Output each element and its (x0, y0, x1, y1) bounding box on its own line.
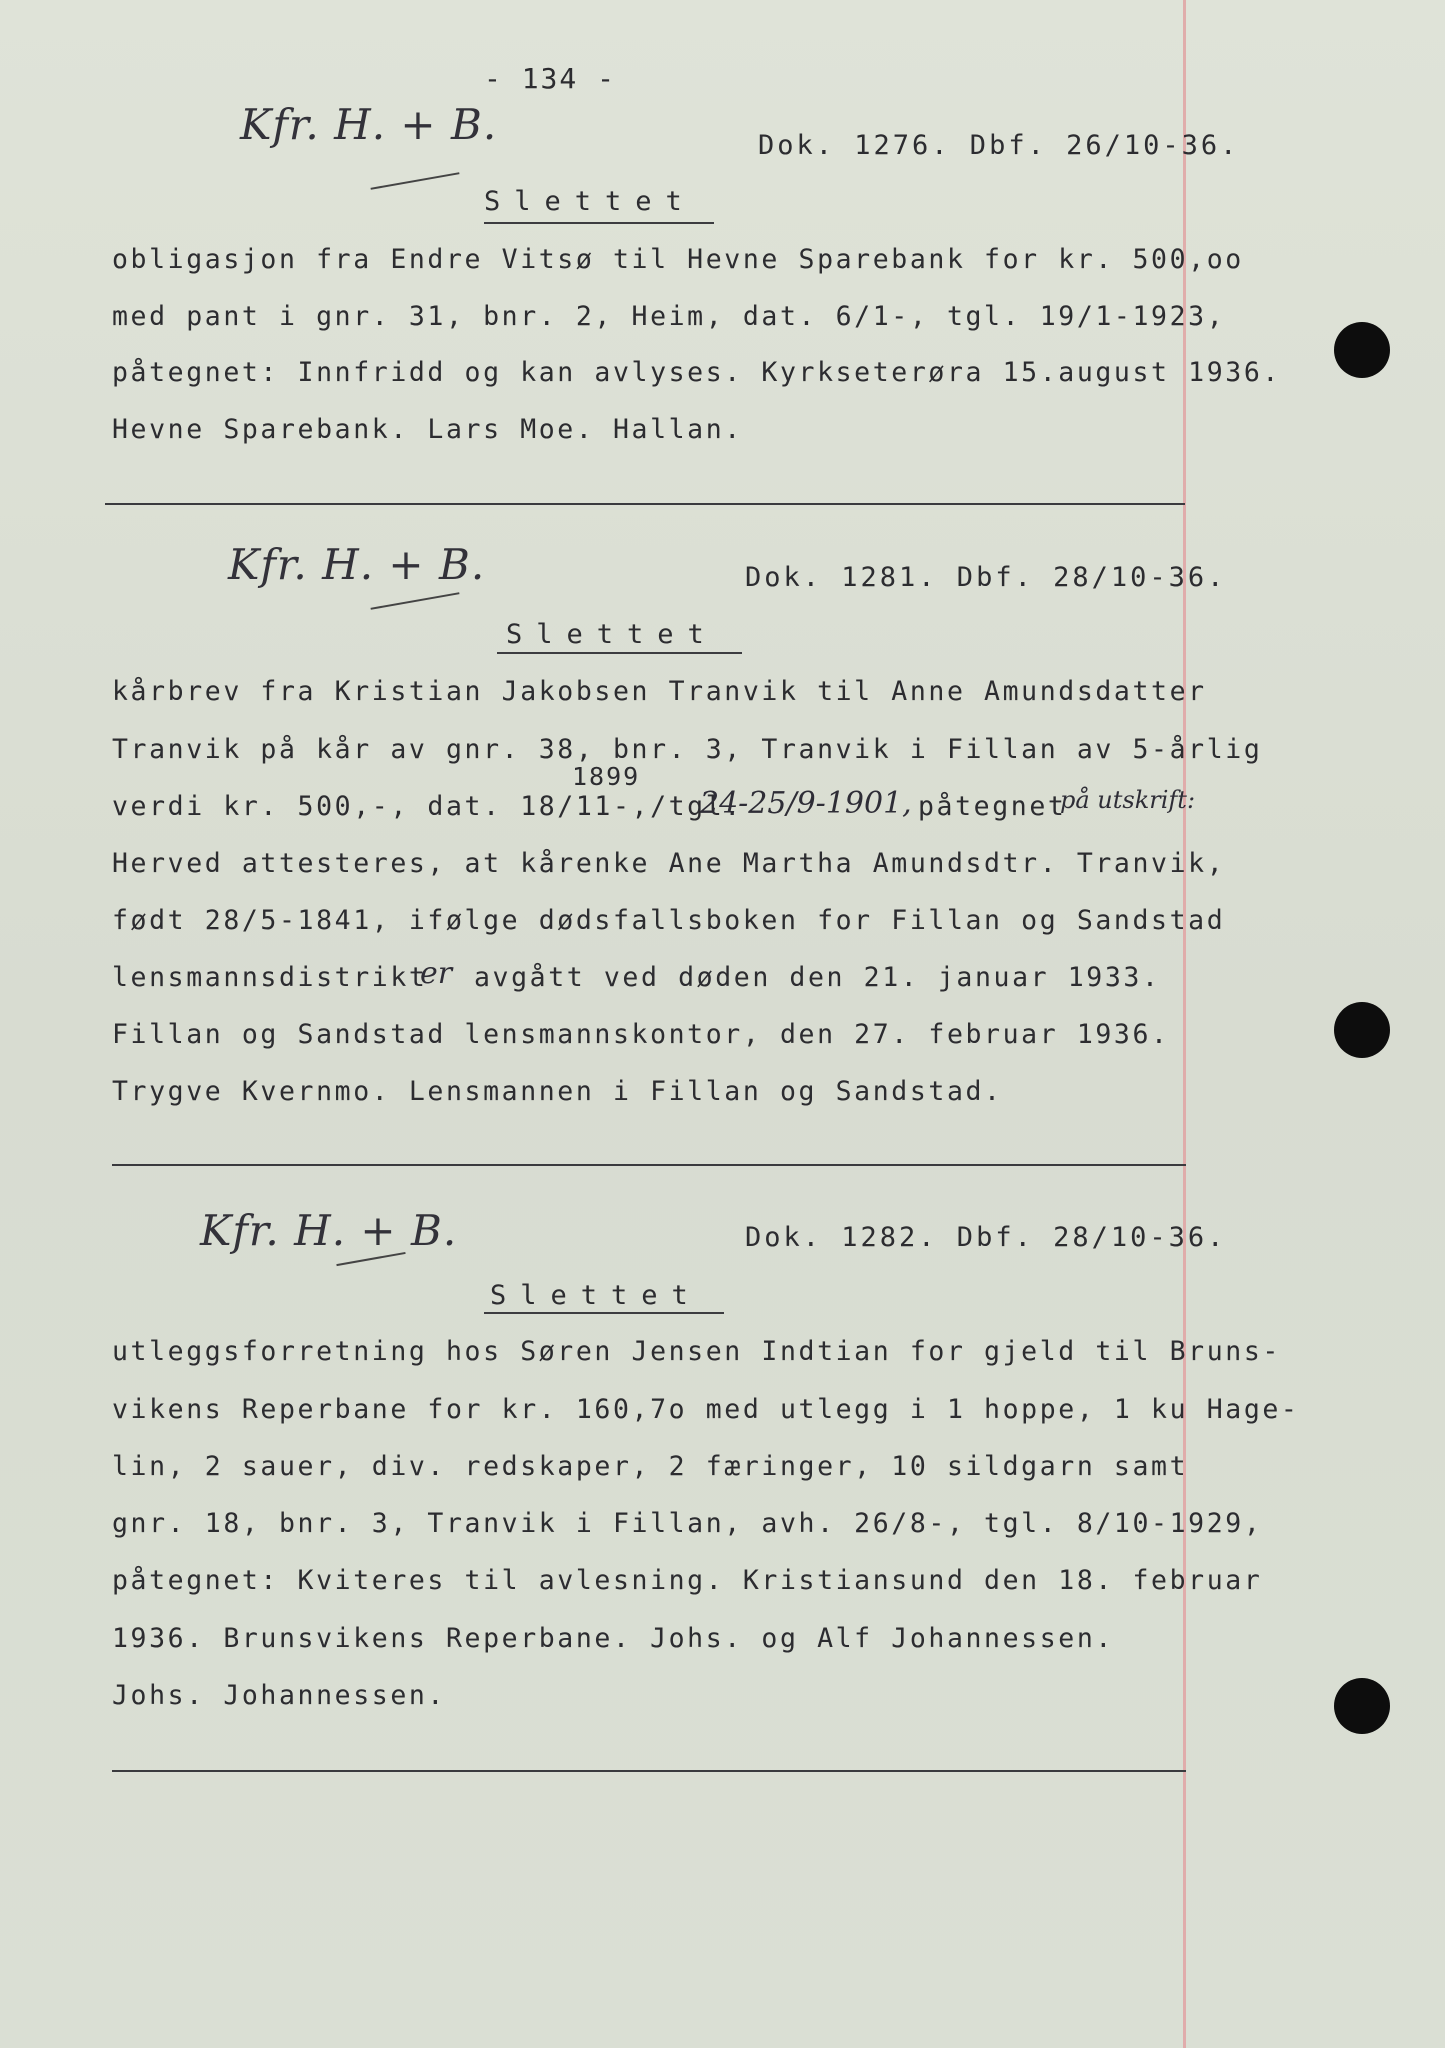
text-line: vikens Reperbane for kr. 160,7o med utlegg i 1 hoppe, 1 ku Hage- (112, 1394, 1300, 1425)
section-divider (105, 503, 1185, 505)
text-line: lin, 2 sauer, div. redskaper, 2 færinger, 10 sildgarn samt (112, 1451, 1189, 1482)
heading-underline (484, 222, 714, 224)
text-line: 1936. Brunsvikens Reperbane. Johs. og Alf Johannessen. (112, 1623, 1114, 1654)
text-line: lensmannsdistrikt (112, 962, 428, 993)
punch-hole (1334, 1678, 1390, 1734)
text-line: Herved attesteres, at kårenke Ane Martha Amundsdtr. Tranvik, (112, 848, 1226, 879)
entry-heading: Slettet (484, 186, 696, 217)
heading-underline (497, 652, 742, 654)
entry-annotation: Kfr. H. + B. (228, 540, 486, 589)
handwritten-note: på utskrift: (1060, 786, 1196, 814)
doc-reference: Dok. 1276. Dbf. 26/10-36. (758, 130, 1240, 161)
entry-annotation: Kfr. H. + B. (240, 100, 498, 149)
text-line: påtegnet: Kviteres til avlesning. Kristiansund den 18. februar (112, 1565, 1263, 1596)
text-line: utleggsforretning hos Søren Jensen Indtian for gjeld til Bruns- (112, 1336, 1281, 1367)
handwritten-date: 24-25/9-1901, (700, 786, 912, 821)
text-line: verdi kr. 500,-, dat. 18/11-,/tgl. (112, 791, 743, 822)
text-line: Hevne Sparebank. Lars Moe. Hallan. (112, 414, 743, 445)
text-line: gnr. 18, bnr. 3, Tranvik i Fillan, avh. 26/8-, tgl. 8/10-1929, (112, 1508, 1263, 1539)
doc-reference: Dok. 1282. Dbf. 28/10-36. (745, 1222, 1227, 1253)
text-line: obligasjon fra Endre Vitsø til Hevne Sparebank for kr. 500,oo (112, 244, 1244, 275)
doc-reference: Dok. 1281. Dbf. 28/10-36. (745, 562, 1227, 593)
text-line: Fillan og Sandstad lensmannskontor, den 27. februar 1936. (112, 1019, 1170, 1050)
text-line: Tranvik på kår av gnr. 38, bnr. 3, Tranvik i Fillan av 5-årlig (112, 734, 1263, 765)
entry-heading: Slettet (506, 619, 718, 650)
text-line: født 28/5-1841, ifølge dødsfallsboken for Fillan og Sandstad (112, 905, 1226, 936)
text-line: påtegnet: Innfridd og kan avlyses. Kyrkseterøra 15.august 1936. (112, 357, 1281, 388)
text-line: kårbrev fra Kristian Jakobsen Tranvik til Anne Amundsdatter (112, 676, 1207, 707)
text-line-tail: påtegnet (918, 791, 1067, 822)
superscript-year: 1899 (572, 762, 641, 791)
entry-heading: Slettet (490, 1280, 702, 1311)
section-divider (112, 1770, 1186, 1772)
page-number: - 134 - (483, 62, 616, 95)
handwritten-word: er (420, 956, 453, 991)
section-divider (112, 1164, 1186, 1166)
punch-hole (1334, 322, 1390, 378)
annotation-underline (371, 172, 460, 190)
text-line: Trygve Kvernmo. Lensmannen i Fillan og Sandstad. (112, 1076, 1003, 1107)
text-line: Johs. Johannessen. (112, 1680, 446, 1711)
text-line: med pant i gnr. 31, bnr. 2, Heim, dat. 6/1-, tgl. 19/1-1923, (112, 301, 1226, 332)
heading-underline (484, 1312, 724, 1314)
punch-hole (1334, 1002, 1390, 1058)
entry-annotation: Kfr. H. + B. (200, 1206, 458, 1255)
annotation-underline (371, 592, 460, 610)
text-line-tail: avgått ved døden den 21. januar 1933. (474, 962, 1161, 993)
